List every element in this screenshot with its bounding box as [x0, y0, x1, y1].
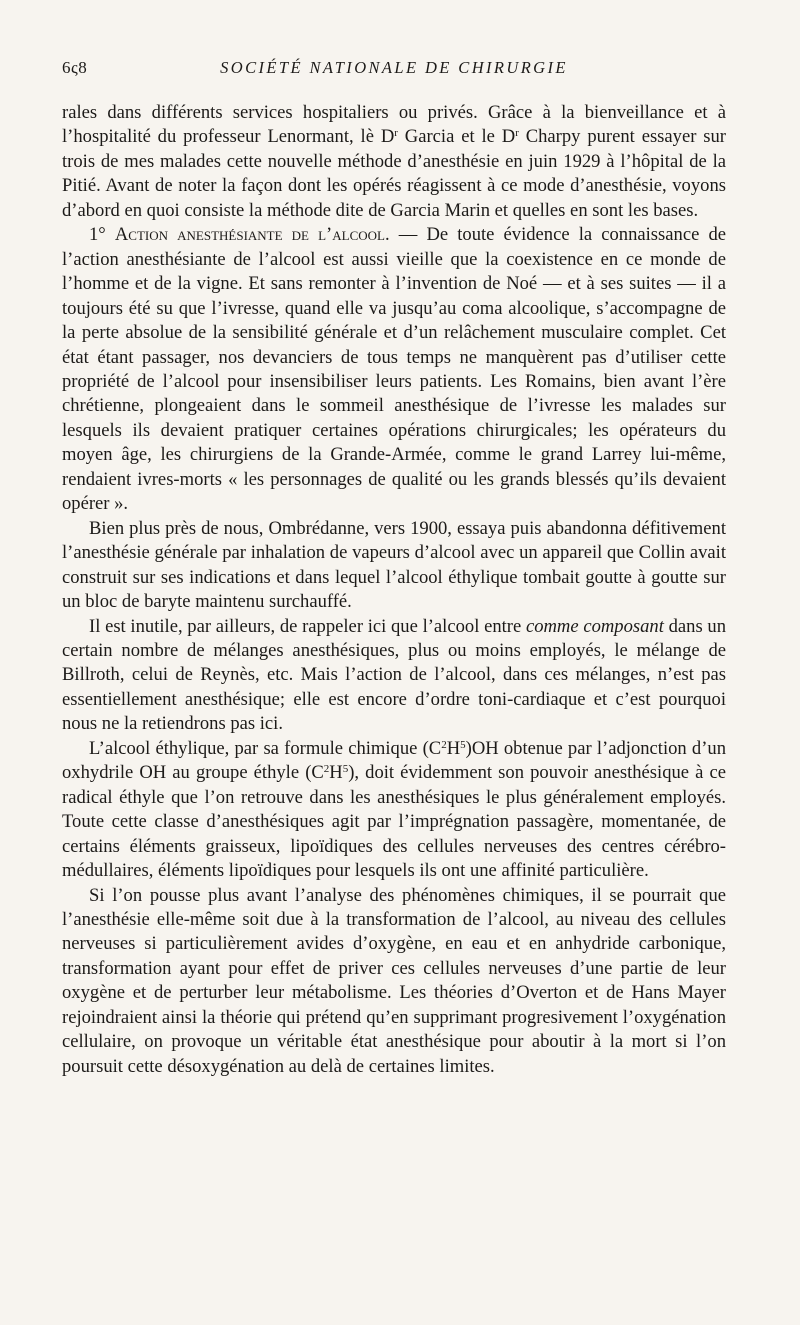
paragraph-3	[62, 517, 726, 615]
paragraph-5-text: L’alcool éthylique, par sa formule chimique (C	[89, 737, 442, 759]
section-heading: Action anesthésiante de l’alcool.	[114, 224, 390, 246]
superscript: r	[394, 127, 398, 140]
section-number: 1°	[89, 224, 115, 246]
paragraph-4	[62, 615, 726, 737]
paragraph-2	[62, 223, 726, 516]
page-number: 6ς8	[62, 58, 88, 77]
paragraph-5-text-mid: )OH obtenue par l’adjonction d’un oxhydrile OH au groupe éthyle (C	[62, 737, 726, 784]
paragraph-1-text: rales dans différents services hospitaliers ou privés. Grâce à la bienveillance et à l’hospitalité du professeur Lenormant, lè D	[62, 102, 726, 148]
paragraph-1	[62, 101, 726, 223]
paragraph-6-text: Si l’on pousse plus avant l’analyse des phénomènes chimiques, il se pourrait que l’anesthésie elle-même soit due à la transformation de l’alcool, au niveau des cellules nerveuses si particulièrement avides d’oxygène, en eau et en anhydride carbonique, transformation ayant pour effet de priver ces cellules nerveuses d’une partie de leur oxygène et de perturber leur métabolisme. Les théories d’Overton et de Hans Mayer rejoindraient ainsi la théorie qui prétend qu’en supprimant progresivement l’oxygénation cellulaire, on provoque un véritable état anesthésique pour aboutir à la mort si l’on poursuit cette désoxygénation au delà de certaines limites.	[62, 884, 726, 1077]
superscript: 5	[460, 738, 466, 751]
paragraph-1-text-rest: Charpy purent essayer sur trois de mes malades cette nouvelle méthode d’anesthésie en juin 1929 à l’hôpital de la Pitié. Avant de noter la façon dont les opérés réagissent à ce mode d’anesthésie, voyons d’abord en quoi consiste la méthode dite de Garcia Marin et quelles en sont les bases.	[62, 126, 726, 221]
paragraph-5-text-rest: ), doit évidemment son pouvoir anesthésique à ce radical éthyle que l’on retrouve dans les anesthésiques le plus généralement employés. Toute cette classe d’anesthésiques agit par l’imprégnation passagère, momentanée, de certains éléments graisseux, lipoïdiques des cellules nerveuses des centres cérébro-médullaires, éléments lipoïdiques pour lesquels ils ont une affinité particulière.	[62, 762, 726, 882]
paragraph-3-text: Bien plus près de nous, Ombrédanne, vers 1900, essaya puis abandonna défitivement l’anesthésie générale par inhalation de vapeurs d’alcool avec un appareil que Collin avait construit sur ses indications et dans lequel l’alcool éthylique tombait goutte à goutte sur un bloc de baryte maintenu surchauffé.	[62, 517, 726, 613]
paragraph-4-text: Il est inutile, par ailleurs, de rappeler ici que l’alcool entre	[89, 615, 526, 637]
page-header	[62, 58, 726, 88]
body-text	[62, 101, 726, 1079]
formula-part: H	[446, 737, 461, 759]
paragraph-1-text-mid: Garcia et le D	[397, 126, 516, 148]
paragraph-2-text: — De toute évidence la connaissance de l’action anesthésiante de l’alcool est aussi vieille que la coexistence en ce monde de l’homme et de la vigne. Et sans remonter à l’invention de Noé — et à ses suites — il a toujours été su que l’ivresse, quand elle va jusqu’au coma alcoolique, s’accompagne de la perte absolue de la sensibilité générale et d’un relâchement musculaire complet. Cet état étant passager, nos devanciers de tous temps ne manquèrent pas d’utiliser cette propriété de l’alcool pour insensibiliser leurs patients. Les Romains, bien avant l’ère chrétienne, plongeaient dans le sommeil anesthésique de l’ivresse les malades sur lesquels ils devaient pratiquer certaines opérations chirurgicales; les opérateurs du moyen âge, les chirurgiens de la Grande-Armée, comme le grand Larrey lui-même, rendaient ivres-morts « les personnages de qualité ou les grands blessés qu’ils devaient opérer ».	[62, 224, 727, 515]
superscript: r	[515, 127, 519, 140]
italic-phrase: comme composant	[525, 615, 664, 637]
formula-part: H	[329, 762, 343, 784]
paragraph-6	[62, 884, 726, 1080]
paragraph-5	[62, 737, 726, 884]
superscript: 5	[342, 763, 349, 776]
superscript: 2	[441, 738, 447, 751]
running-title: SOCIÉTÉ NATIONALE DE CHIRURGIE	[220, 58, 568, 77]
superscript: 2	[323, 763, 330, 776]
paragraph-4-text-rest: dans un certain nombre de mélanges anesthésiques, plus ou moins employés, le mélange de Billroth, celui de Reynès, etc. Mais l’action de l’alcool, dans ces mélanges, n’est pas essentiellement anesthésique; elle est encore d’ordre toni-cardiaque et c’est pourquoi nous ne la retiendrons pas ici.	[62, 615, 726, 735]
